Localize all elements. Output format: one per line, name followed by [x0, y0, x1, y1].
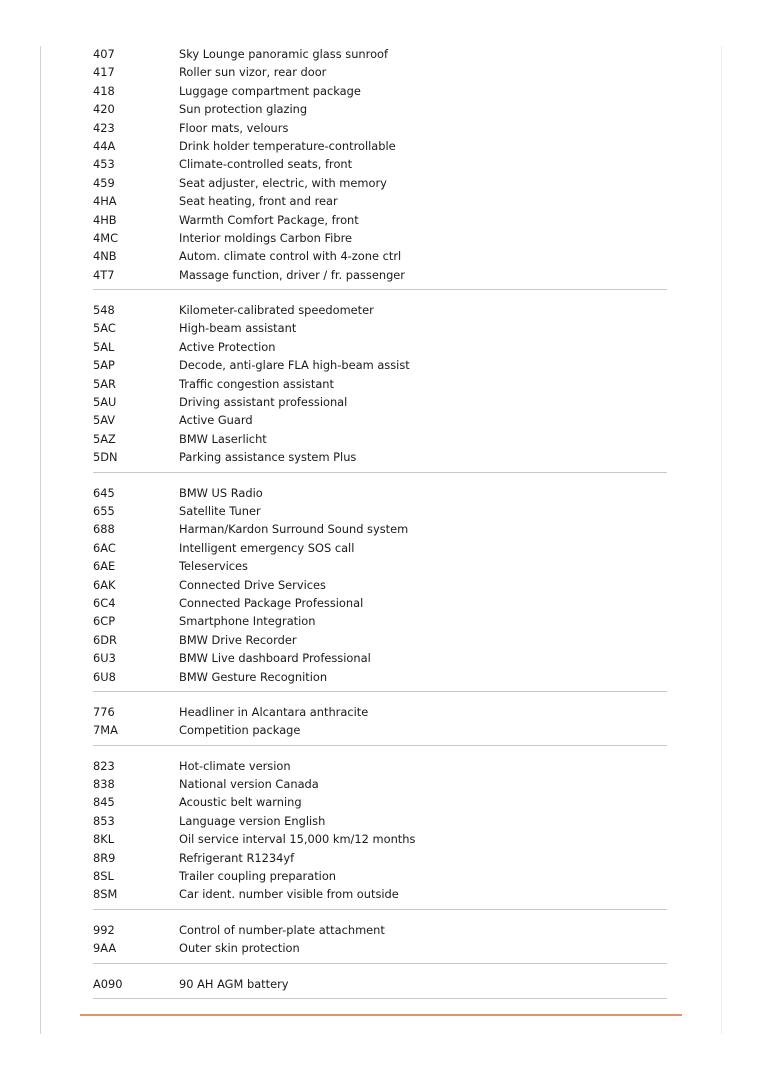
option-description: Harman/Kardon Surround Sound system: [179, 522, 409, 537]
option-code: 5AC: [93, 321, 116, 336]
option-description: BMW Live dashboard Professional: [179, 651, 371, 666]
option-row: [93, 338, 667, 356]
option-code: 776: [93, 704, 115, 719]
option-code: 6U3: [93, 651, 116, 666]
option-group: [93, 45, 667, 290]
option-description: Traffic congestion assistant: [179, 376, 334, 391]
option-code: 5AV: [93, 413, 116, 428]
option-description: Active Protection: [179, 339, 276, 354]
option-code: 5AR: [93, 376, 116, 391]
option-code: 5AU: [93, 395, 117, 410]
option-description: Seat adjuster, electric, with memory: [179, 175, 387, 190]
option-row: [93, 484, 667, 502]
option-code: 8KL: [93, 832, 115, 847]
option-description: Roller sun vizor, rear door: [179, 65, 327, 80]
option-description: Language version English: [179, 813, 326, 828]
option-description: Sun protection glazing: [179, 102, 308, 117]
option-row: [93, 45, 667, 63]
option-row: [93, 830, 667, 848]
option-code: 6AE: [93, 559, 116, 574]
option-description: BMW US Radio: [179, 485, 263, 500]
option-code: 7MA: [93, 723, 118, 738]
option-description: Warmth Comfort Package, front: [179, 212, 359, 227]
option-row: [93, 721, 667, 739]
option-code: 655: [93, 503, 115, 518]
option-row: [93, 775, 667, 793]
option-code: 417: [93, 65, 115, 80]
option-row: [93, 757, 667, 775]
option-code: 4HA: [93, 194, 117, 209]
option-row: [93, 247, 667, 265]
option-description: Active Guard: [179, 413, 253, 428]
option-description: BMW Gesture Recognition: [179, 669, 328, 684]
option-description: Floor mats, velours: [179, 120, 289, 135]
option-code: 6AC: [93, 540, 116, 555]
option-row: [93, 520, 667, 538]
option-description: Teleservices: [179, 559, 248, 574]
option-row: [93, 301, 667, 319]
option-row: [93, 411, 667, 429]
option-row: [93, 502, 667, 520]
option-row: [93, 229, 667, 247]
option-description: Headliner in Alcantara anthracite: [179, 704, 369, 719]
option-row: [93, 393, 667, 411]
option-description: Seat heating, front and rear: [179, 194, 338, 209]
option-code: 6C4: [93, 595, 116, 610]
option-row: [93, 631, 667, 649]
option-description: Drink holder temperature-controllable: [179, 138, 396, 153]
option-row: [93, 885, 667, 903]
option-row: [93, 703, 667, 721]
option-row: [93, 319, 667, 337]
option-description: High-beam assistant: [179, 321, 297, 336]
option-row: [93, 356, 667, 374]
option-code: 823: [93, 758, 115, 773]
option-code: 6AK: [93, 577, 116, 592]
option-row: [93, 119, 667, 137]
option-description: Sky Lounge panoramic glass sunroof: [179, 47, 389, 61]
option-row: [93, 375, 667, 393]
option-code: 5DN: [93, 450, 118, 465]
option-description: Control of number-plate attachment: [179, 922, 385, 937]
option-code: 8R9: [93, 850, 116, 865]
option-code: 5AP: [93, 358, 115, 373]
option-code: 423: [93, 120, 115, 135]
option-description: Acoustic belt warning: [179, 795, 302, 810]
option-description: Interior moldings Carbon Fibre: [179, 230, 353, 245]
option-code: 420: [93, 102, 115, 117]
option-row: [93, 849, 667, 867]
option-group: [93, 975, 667, 999]
option-description: Kilometer-calibrated speedometer: [179, 303, 374, 318]
option-row: [93, 82, 667, 100]
option-description: BMW Laserlicht: [179, 431, 267, 446]
option-code: 8SM: [93, 887, 118, 902]
option-code: A090: [93, 976, 123, 991]
option-description: Trailer coupling preparation: [179, 869, 337, 884]
option-row: [93, 448, 667, 466]
option-description: National version Canada: [179, 777, 319, 792]
option-row: [93, 174, 667, 192]
option-row: [93, 192, 667, 210]
option-row: [93, 576, 667, 594]
option-code: 845: [93, 795, 115, 810]
option-row: [93, 867, 667, 885]
option-row: [93, 793, 667, 811]
option-description: BMW Drive Recorder: [179, 632, 297, 647]
option-code-list: [93, 45, 667, 1010]
option-code: 453: [93, 157, 115, 172]
option-code: 838: [93, 777, 115, 792]
option-description: Climate-controlled seats, front: [179, 157, 353, 172]
option-row: [93, 975, 667, 993]
option-row: [93, 612, 667, 630]
option-row: [93, 155, 667, 173]
page-border-right: [721, 46, 722, 1034]
option-description: Intelligent emergency SOS call: [179, 540, 355, 555]
option-code: 6CP: [93, 614, 116, 629]
footer-divider: [80, 1014, 682, 1016]
option-row: [93, 557, 667, 575]
option-code: 8SL: [93, 869, 114, 884]
option-description: Massage function, driver / fr. passenger: [179, 267, 405, 282]
option-row: [93, 668, 667, 686]
option-row: [93, 812, 667, 830]
option-row: [93, 594, 667, 612]
option-group: [93, 301, 667, 473]
option-description: Oil service interval 15,000 km/12 months: [179, 832, 416, 847]
option-description: Satellite Tuner: [179, 503, 261, 518]
option-code: 992: [93, 922, 115, 937]
option-code: 5AL: [93, 339, 115, 354]
option-code: 407: [93, 47, 115, 61]
option-code: 645: [93, 485, 115, 500]
page-border-left: [40, 46, 41, 1034]
option-description: Autom. climate control with 4-zone ctrl: [179, 249, 402, 264]
option-code: 44A: [93, 138, 116, 153]
option-group: [93, 921, 667, 964]
option-row: [93, 100, 667, 118]
option-description: Decode, anti-glare FLA high-beam assist: [179, 358, 410, 373]
option-code: 459: [93, 175, 115, 190]
option-description: Luggage compartment package: [179, 83, 361, 98]
option-code: 418: [93, 83, 115, 98]
option-code: 4T7: [93, 267, 115, 282]
option-code: 4MC: [93, 230, 119, 245]
option-row: [93, 539, 667, 557]
option-row: [93, 649, 667, 667]
option-description: Connected Drive Services: [179, 577, 326, 592]
option-row: [93, 211, 667, 229]
option-group: [93, 484, 667, 692]
option-code: 5AZ: [93, 431, 116, 446]
option-row: [93, 430, 667, 448]
option-code: 853: [93, 813, 115, 828]
option-description: Smartphone Integration: [179, 614, 316, 629]
option-code: 688: [93, 522, 115, 537]
option-group: [93, 757, 667, 910]
option-description: Competition package: [179, 723, 301, 738]
option-row: [93, 137, 667, 155]
option-description: Refrigerant R1234yf: [179, 850, 295, 865]
option-description: Driving assistant professional: [179, 395, 348, 410]
option-code: 6DR: [93, 632, 117, 647]
option-row: [93, 63, 667, 81]
option-code: 4NB: [93, 249, 117, 264]
option-description: Car ident. number visible from outside: [179, 887, 399, 902]
option-code: 4HB: [93, 212, 117, 227]
option-description: Parking assistance system Plus: [179, 450, 357, 465]
option-group: [93, 703, 667, 746]
option-description: 90 AH AGM battery: [179, 976, 289, 991]
option-description: Hot-climate version: [179, 758, 291, 773]
option-row: [93, 939, 667, 957]
option-description: Connected Package Professional: [179, 595, 364, 610]
option-description: Outer skin protection: [179, 941, 300, 956]
option-code: 548: [93, 303, 115, 318]
option-code: 9AA: [93, 941, 117, 956]
option-row: [93, 266, 667, 284]
option-row: [93, 921, 667, 939]
option-code: 6U8: [93, 669, 116, 684]
